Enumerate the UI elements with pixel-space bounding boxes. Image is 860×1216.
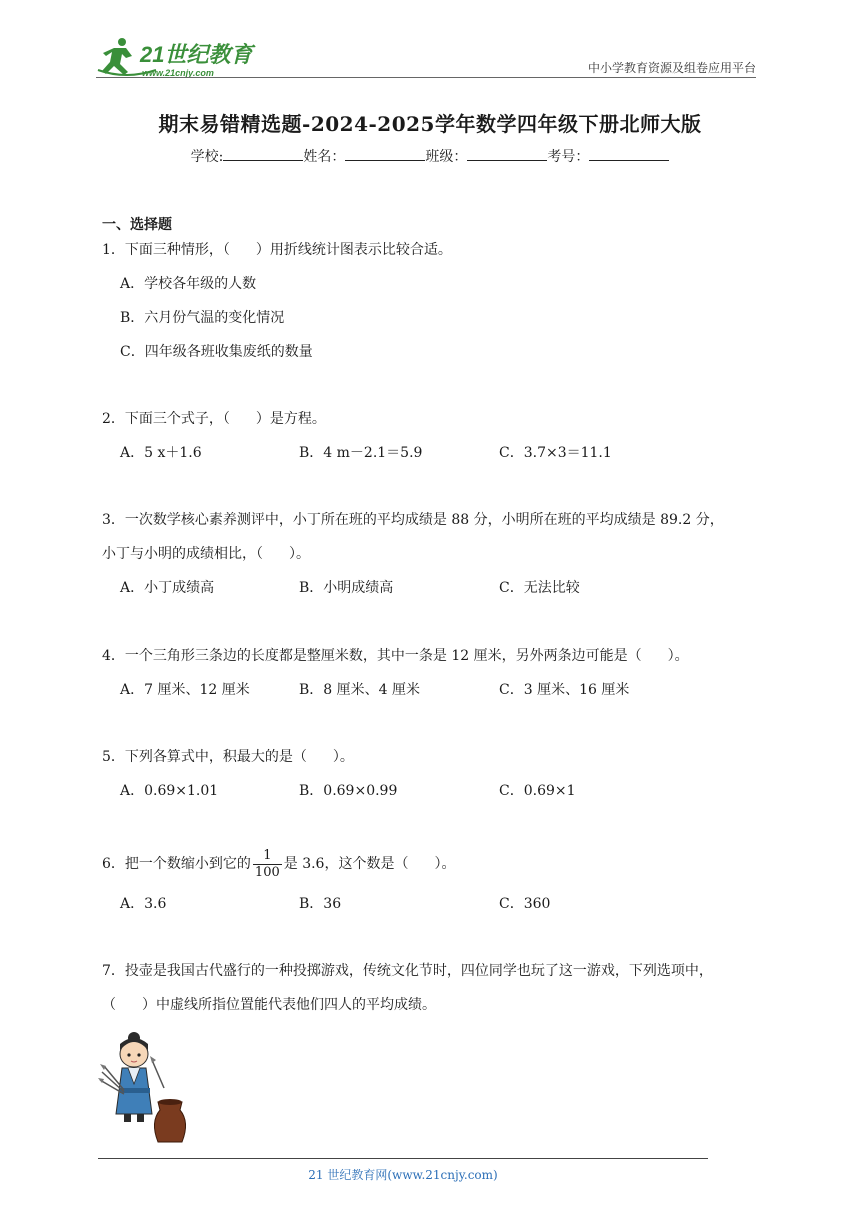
class-label: 班级： (425, 149, 468, 165)
question-6-option-a: A．3.6 (120, 896, 167, 912)
question-5-option-a: A．0.69×1.01 (120, 783, 219, 799)
exam-no-label: 考号： (547, 149, 590, 165)
school-label: 学校: (190, 149, 224, 165)
question-1-stem: 1．下面三种情形，（ ）用折线统计图表示比较合适。 (102, 242, 452, 258)
question-1-option-b: B．六月份气温的变化情况 (120, 310, 285, 326)
exam-no-blank (589, 146, 669, 161)
question-4-option-b: B．8 厘米、4 厘米 (299, 682, 421, 698)
question-3-stem-line-2: 小丁与小明的成绩相比，（ ）。 (102, 546, 310, 562)
question-4-option-c: C．3 厘米、16 厘米 (499, 682, 630, 698)
section-title: 一、选择题 (102, 217, 172, 233)
name-blank (345, 146, 425, 161)
question-7-stem-line-2: （ ）中虚线所指位置能代表他们四人的平均成绩。 (102, 997, 436, 1013)
question-2-stem: 2．下面三个式子，（ ）是方程。 (102, 411, 326, 427)
question-3-stem-line-1: 3．一次数学核心素养测评中，小丁所在班的平均成绩是 88 分，小明所在班的平均成绩是 89.2 分， (102, 512, 724, 528)
question-3-option-a: A．小丁成绩高 (120, 580, 215, 596)
logo-text: 21世纪教育 (140, 42, 253, 67)
question-2-option-c: C．3.7×3＝11.1 (499, 445, 612, 461)
question-1-option-c: C．四年级各班收集废纸的数量 (120, 344, 313, 360)
name-label: 姓名： (303, 149, 346, 165)
question-5-option-b: B．0.69×0.99 (299, 783, 398, 799)
student-info-line (0, 146, 860, 166)
question-4-stem: 4．一个三角形三条边的长度都是整厘米数，其中一条是 12 厘米，另外两条边可能是（ ）。 (102, 648, 689, 664)
question-2-option-b: B．4 m－2.1＝5.9 (299, 445, 423, 461)
touhu-illustration (98, 1030, 198, 1145)
question-2-option-a: A．5 x＋1.6 (120, 445, 202, 461)
footer-link[interactable]: 21 世纪教育网(www.21cnjy.com) (308, 1168, 498, 1182)
logo-url: www.21cnjy.com (142, 68, 214, 78)
page-title: 期末易错精选题-2024-2025学年数学四年级下册北师大版 (158, 112, 702, 136)
question-5-stem: 5．下列各算式中，积最大的是（ ）。 (102, 749, 354, 765)
class-blank (467, 146, 547, 161)
school-blank (223, 146, 303, 161)
question-6-stem: 6．把一个数缩小到它的 $\frac{1}{100}$ 是 3.6，这个数是（ ）。 (102, 847, 456, 880)
header-divider (96, 77, 756, 78)
question-7-stem-line-1: 7．投壶是我国古代盛行的一种投掷游戏，传统文化节时，四位同学也玩了这一游戏，下列选项中， (102, 963, 713, 979)
question-6-option-b: B．36 (299, 896, 342, 912)
question-3-option-c: C．无法比较 (499, 580, 580, 596)
header-platform-text: 中小学教育资源及组卷应用平台 (587, 61, 756, 75)
question-3-option-b: B．小明成绩高 (299, 580, 394, 596)
question-4-option-a: A．7 厘米、12 厘米 (120, 682, 250, 698)
site-logo (96, 34, 266, 80)
footer-divider (98, 1158, 708, 1159)
question-6-option-c: C．360 (499, 896, 551, 912)
question-1-option-a: A．学校各年级的人数 (120, 276, 257, 292)
question-5-option-c: C．0.69×1 (499, 783, 576, 799)
fraction-one-hundredth: $\frac{1}{100}$ (254, 847, 280, 880)
